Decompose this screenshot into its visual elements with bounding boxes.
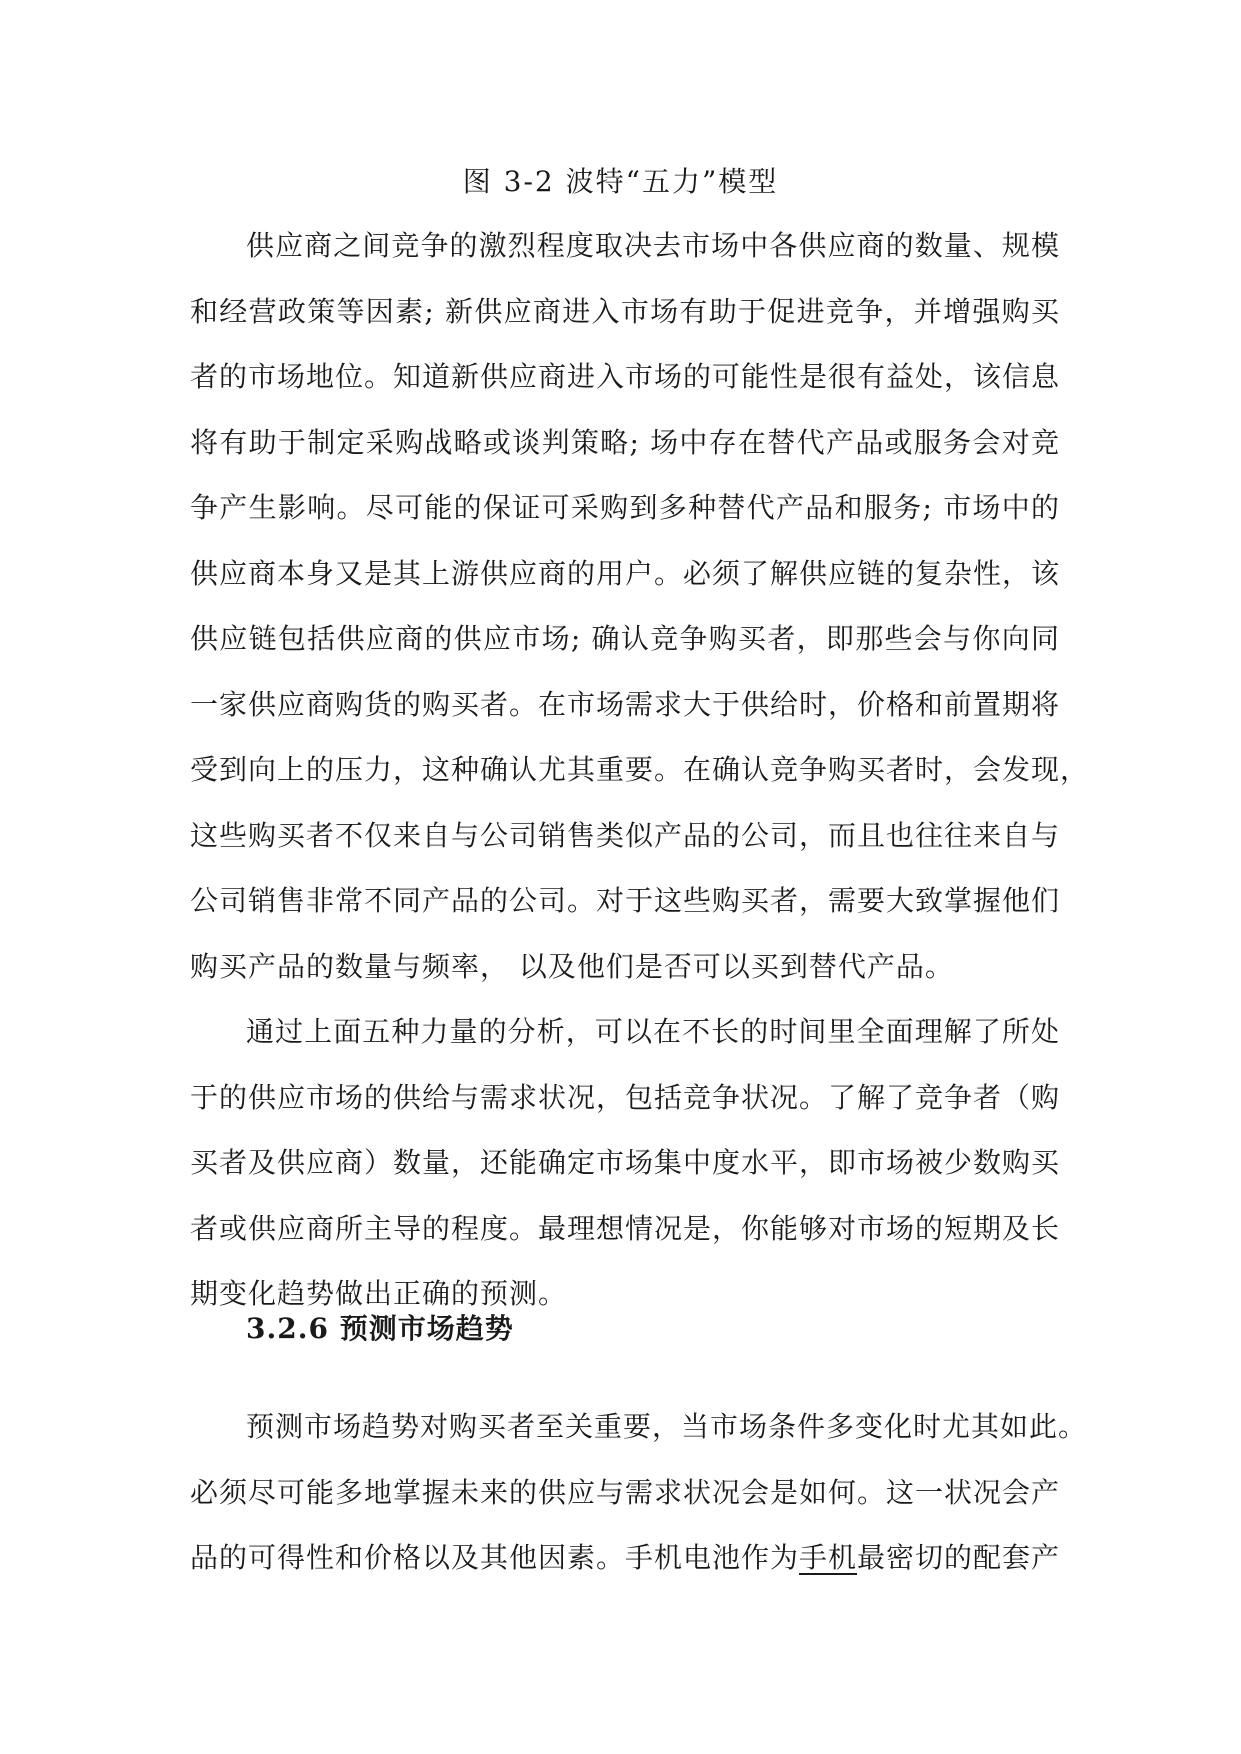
text-line: 供应链包括供应商的供应市场; 确认竞争购买者，即那些会与你向同	[190, 622, 1060, 655]
text-line: 者或供应商所主导的程度。最理想情况是，你能够对市场的短期及长	[190, 1211, 1061, 1245]
paragraph-five-forces-summary	[190, 999, 1060, 1327]
text-line: 供应商之间竞争的激烈程度取决去市场中各供应商的数量、规模	[246, 229, 1060, 262]
text-line: 受到向上的压力，这种确认尤其重要。在确认竞争购买者时，会发现，	[190, 753, 1090, 786]
text-fragment: 最密切的配套产	[857, 1541, 1061, 1574]
text-line: 一家供应商购货的购买者。在市场需求大于供给时，价格和前置期将	[190, 687, 1061, 721]
paragraph-forecast	[190, 1394, 1088, 1591]
text-line: 争产生影响。尽可能的保证可采购到多种替代产品和服务; 市场中的	[190, 491, 1060, 524]
text-line: 者的市场地位。知道新供应商进入市场的可能性是很有益处，该信息	[190, 360, 1061, 393]
text-line: 这些购买者不仅来自与公司销售类似产品的公司，而且也往往来自与	[190, 818, 1061, 852]
text-line: 于的供应市场的供给与需求状况，包括竞争状况。了解了竞争者（购	[190, 1080, 1061, 1114]
text-line: 期变化趋势做出正确的预测。	[190, 1277, 568, 1310]
text-line: 买者及供应商）数量，还能确定市场集中度水平，即市场被少数购买	[190, 1146, 1061, 1179]
section-heading: 3.2.6 预测市场趋势	[246, 1312, 514, 1345]
text-line: 公司销售非常不同产品的公司。对于这些购买者，需要大致掌握他们	[190, 884, 1061, 917]
paragraph-competition	[190, 213, 1090, 999]
underlined-term: 手机	[799, 1541, 858, 1574]
text-line: 通过上面五种力量的分析，可以在不长的时间里全面理解了所处	[246, 1015, 1060, 1048]
text-line: 必须尽可能多地掌握未来的供应与需求状况会是如何。这一状况会产	[190, 1475, 1061, 1509]
text-line: 将有助于制定采购战略或谈判策略; 场中存在替代产品或服务会对竞	[190, 425, 1060, 459]
text-line: 购买产品的数量与频率， 以及他们是否可以买到替代产品。	[190, 949, 954, 983]
text-line: 供应商本身又是其上游供应商的用户。必须了解供应链的复杂性，该	[190, 556, 1061, 590]
text-line	[190, 1525, 1060, 1591]
text-line: 预测市场趋势对购买者至关重要，当市场条件多变化时尤其如此。	[246, 1410, 1088, 1443]
figure-caption: 图 3-2 波特“五力”模型	[462, 165, 779, 198]
text-line: 和经营政策等因素; 新供应商进入市场有助于促进竞争，并增强购买	[190, 294, 1060, 328]
text-fragment: 品的可得性和价格以及其他因素。手机电池作为	[190, 1541, 800, 1574]
